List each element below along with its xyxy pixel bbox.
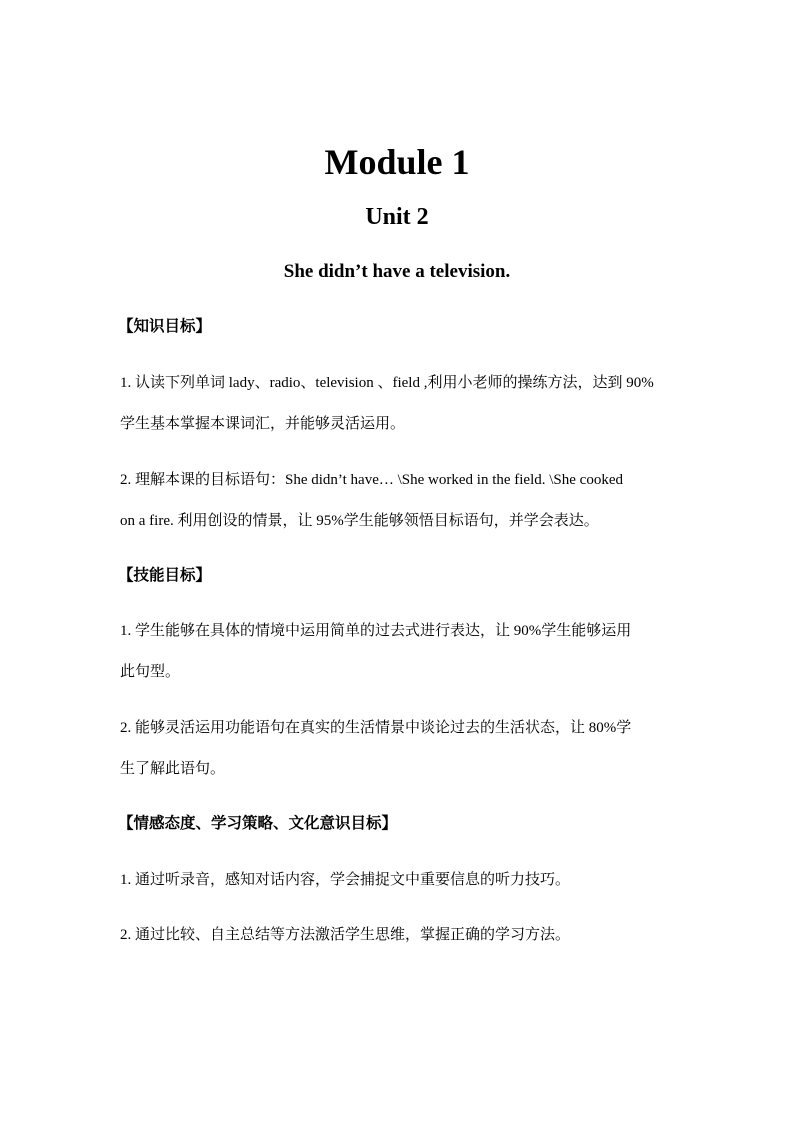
- section-line: 1. 通过听录音，感知对话内容，学会捕捉文中重要信息的听力技巧。: [120, 872, 571, 888]
- module-title: Module 1: [324, 142, 470, 182]
- section-line: 2. 通过比较、自主总结等方法激活学生思维，掌握正确的学习方法。: [120, 927, 571, 943]
- section-line: 2. 能够灵活运用功能语句在真实的生活情景中谈论过去的生活状态，让 80%学: [120, 720, 632, 736]
- lesson-sentence: She didn’t have a television.: [283, 261, 511, 282]
- section-heading-knowledge: 【知识目标】: [118, 318, 212, 335]
- section-heading-attitude: 【情感态度、学习策略、文化意识目标】: [118, 815, 398, 832]
- section-line: 1. 认读下列单词 lady、radio、television 、field ,利用小老师的操练方法，达到 90%: [120, 375, 654, 391]
- unit-subtitle: Unit 2: [365, 204, 429, 230]
- section-line: 学生基本掌握本课词汇，并能够灵活运用。: [120, 416, 406, 432]
- section-line: 1. 学生能够在具体的情境中运用简单的过去式进行表达，让 90%学生能够运用: [120, 623, 632, 639]
- section-line: 2. 理解本课的目标语句：She didn’t have… \She worked in the field. \She cooked: [120, 472, 623, 488]
- section-line: 此句型。: [120, 664, 181, 680]
- section-line: on a fire. 利用创设的情景，让 95%学生能够领悟目标语句，并学会表达。: [120, 513, 599, 529]
- section-heading-skills: 【技能目标】: [118, 567, 212, 584]
- section-line: 生了解此语句。: [120, 761, 226, 777]
